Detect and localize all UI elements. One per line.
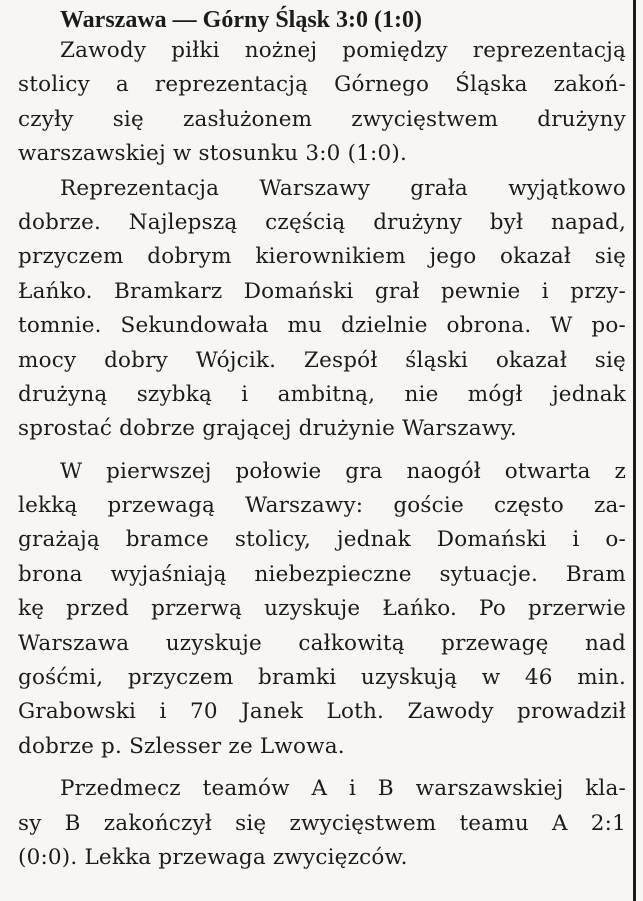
column-rule (633, 0, 636, 901)
paragraph-3 (18, 455, 626, 765)
text-line: mocy dobry Wójcik. Zespół śląski okazał się (18, 347, 626, 373)
article-column (18, 0, 626, 875)
text-line: gośćmi, przyczem bramki uzyskują w 46 min. (18, 665, 626, 691)
paragraph-gap (18, 447, 626, 455)
article-title: Warszawa — Górny Śląsk 3:0 (1:0) (60, 7, 422, 33)
text-line: Zawody piłki nożnej pomiędzy reprezentacją (60, 38, 626, 63)
text-line: czyły się zasłużonem zwycięstwem drużyny (18, 106, 626, 132)
text-line: kę przed przerwą uzyskuje Łańko. Po przerwie (18, 596, 626, 622)
text-line: grażają bramce stolicy, jednak Domański i o- (18, 527, 626, 553)
text-line: Grabowski i 70 Janek Loth. Zawody prowadził (18, 699, 626, 725)
text-line: stolicy a reprezentacją Górnego Śląska zakoń- (18, 72, 626, 98)
text-line: sprostać dobrze grającej drużynie Warszawy. (18, 416, 517, 442)
text-line: brona wyjaśniają niebezpieczne sytuacje. Bram (18, 561, 626, 587)
paragraph-gap (18, 764, 626, 772)
text-line: Łańko. Bramkarz Domański grał pewnie i przy- (18, 278, 626, 304)
text-line: Reprezentacja Warszawy grała wyjątkowo (60, 175, 626, 201)
text-line: Przedmecz teamów A i B warszawskiej kla- (60, 776, 626, 802)
paragraph-1 (18, 34, 626, 172)
paragraph-4 (18, 772, 626, 875)
text-line: dobrze. Najlepszą częścią drużyny był napad, (18, 209, 626, 235)
text-line: sy B zakończył się zwycięstwem teamu A 2:1 (18, 810, 626, 836)
text-line: tomnie. Sekundowała mu dzielnie obrona. W po- (18, 313, 626, 339)
paragraph-2 (18, 172, 626, 447)
text-line: Warszawa uzyskuje całkowitą przewagę nad (18, 630, 626, 656)
text-line: przyczem dobrym kierownikiem jego okazał się (18, 244, 626, 270)
text-line: dobrze p. Szlesser ze Lwowa. (18, 733, 345, 759)
text-line: warszawskiej w stosunku 3:0 (1:0). (18, 141, 407, 167)
text-line: (0:0). Lekka przewaga zwycięzców. (18, 844, 408, 870)
text-line: drużyną szybką i ambitną, nie mógł jednak (18, 381, 626, 407)
text-line: W pierwszej połowie gra naogół otwarta z (60, 458, 626, 484)
text-line: lekką przewagą Warszawy: goście często za- (18, 493, 626, 519)
